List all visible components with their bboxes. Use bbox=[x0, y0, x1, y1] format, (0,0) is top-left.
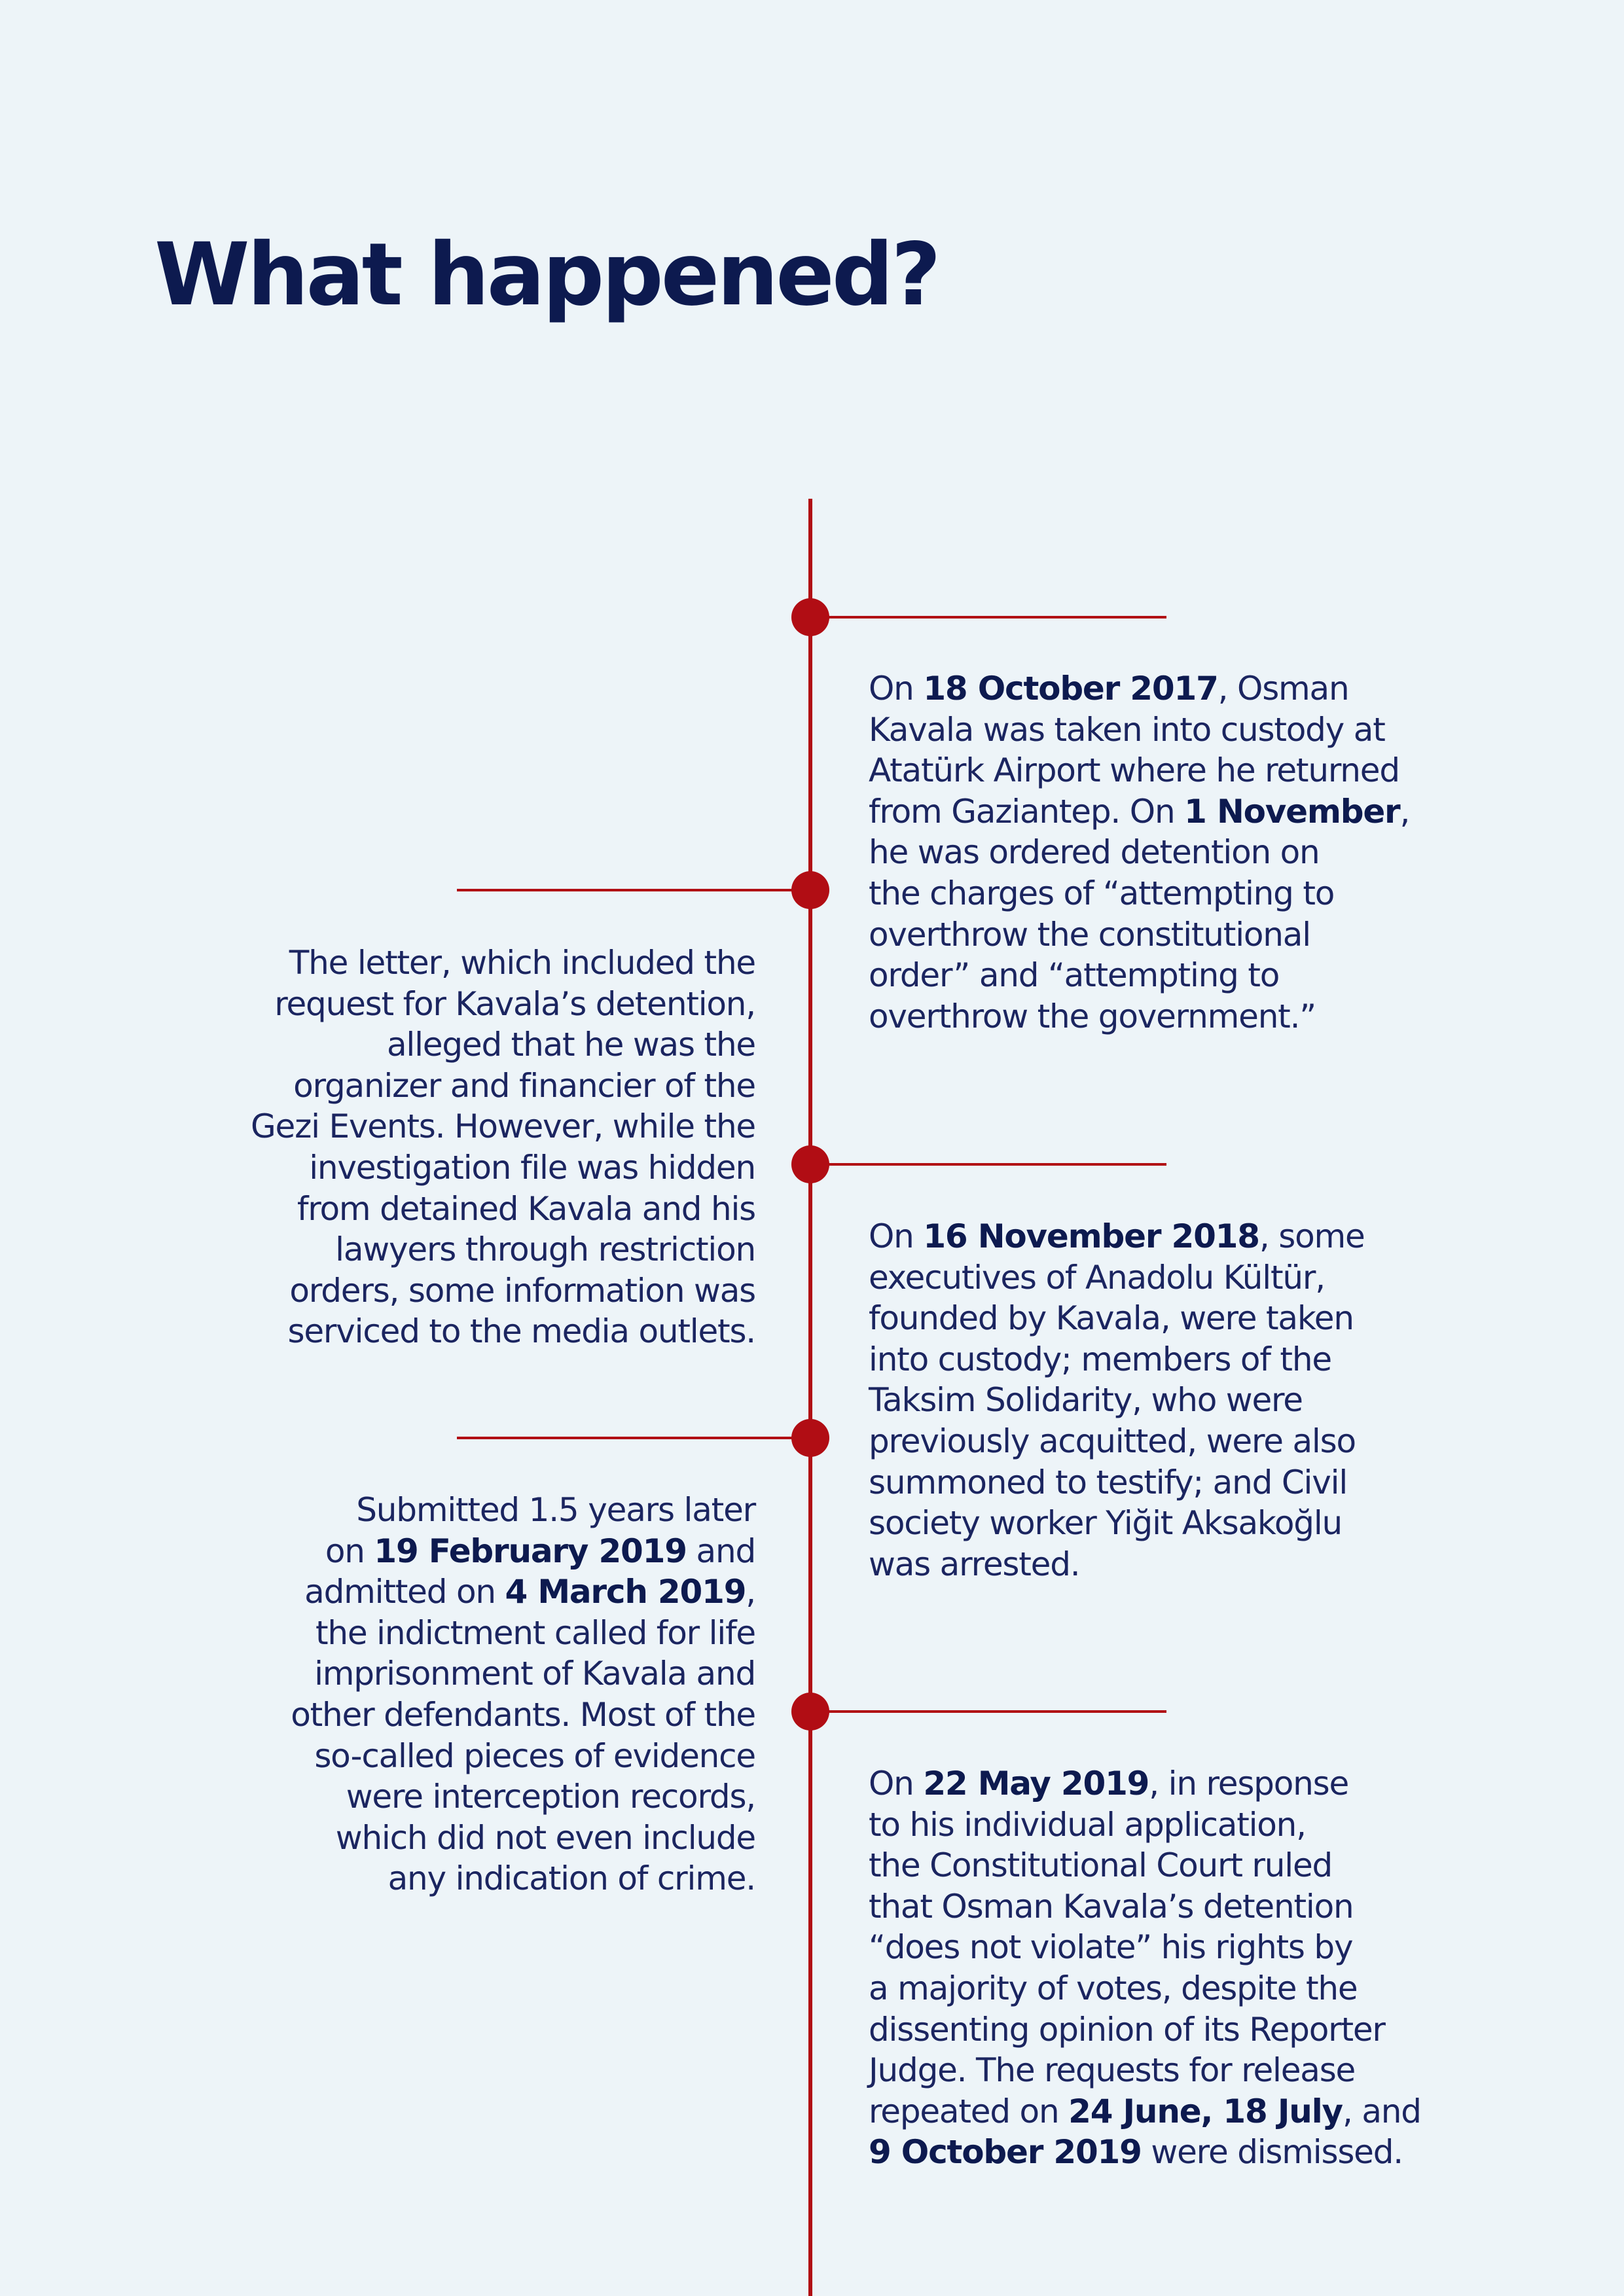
timeline-connector-3 bbox=[810, 1163, 1166, 1166]
text-run: , Osman bbox=[1218, 670, 1349, 708]
text-run: investigation file was hidden bbox=[309, 1148, 755, 1187]
text-run: a majority of votes, despite the bbox=[869, 1969, 1358, 2007]
entry-line bbox=[869, 791, 1409, 833]
date-highlight: 22 May 2019 bbox=[923, 1765, 1149, 1803]
text-run: , some bbox=[1259, 1217, 1365, 1255]
text-run: the Constitutional Court ruled bbox=[869, 1846, 1333, 1885]
entry-line bbox=[869, 750, 1409, 791]
entry-line bbox=[869, 914, 1409, 956]
text-run: which did not even include bbox=[335, 1818, 755, 1857]
text-run: and bbox=[686, 1532, 755, 1570]
text-run: any indication of crime. bbox=[388, 1859, 755, 1898]
timeline-connector-4 bbox=[457, 1437, 810, 1439]
entry-line bbox=[869, 2050, 1421, 2091]
text-run: that Osman Kavala’s detention bbox=[869, 1887, 1354, 1926]
date-highlight: 19 February 2019 bbox=[374, 1532, 687, 1570]
date-highlight: 24 June, 18 July bbox=[1068, 2092, 1343, 2130]
date-highlight: 4 March 2019 bbox=[505, 1573, 746, 1611]
entry-line bbox=[869, 873, 1409, 914]
entry-line bbox=[869, 1544, 1365, 1585]
entry-line bbox=[291, 1776, 755, 1818]
page-title: What happened? bbox=[154, 224, 939, 325]
date-highlight: 16 November 2018 bbox=[923, 1217, 1259, 1255]
text-run: , and bbox=[1342, 2092, 1421, 2130]
entry-line bbox=[869, 1421, 1365, 1462]
entry-line bbox=[869, 1257, 1365, 1299]
entry-line bbox=[291, 1571, 755, 1613]
entry-line bbox=[869, 1886, 1421, 1928]
text-run: Taksim Solidarity, who were bbox=[869, 1381, 1303, 1420]
entry-line bbox=[251, 1229, 755, 1270]
entry-line bbox=[869, 1462, 1365, 1503]
text-run: overthrow the government.” bbox=[869, 997, 1316, 1035]
entry-line bbox=[869, 709, 1409, 751]
text-run: lawyers through restriction bbox=[335, 1230, 755, 1269]
date-highlight: 1 November bbox=[1184, 792, 1400, 831]
entry-line bbox=[869, 1804, 1421, 1846]
entry-line bbox=[869, 1927, 1421, 1968]
text-run: order” and “attempting to bbox=[869, 956, 1280, 995]
entry-line bbox=[291, 1490, 755, 1531]
timeline-entry-constitutional-court bbox=[869, 1763, 1421, 2173]
text-run: serviced to the media outlets. bbox=[287, 1312, 755, 1351]
entry-line bbox=[291, 1858, 755, 1899]
date-highlight: 18 October 2017 bbox=[923, 670, 1218, 708]
entry-line bbox=[291, 1818, 755, 1859]
entry-line bbox=[291, 1695, 755, 1736]
timeline-connector-5 bbox=[810, 1710, 1166, 1713]
entry-line bbox=[251, 1270, 755, 1312]
text-run: orders, some information was bbox=[289, 1271, 755, 1310]
timeline-entry-detention-letter bbox=[251, 942, 755, 1352]
entry-line bbox=[251, 1189, 755, 1230]
text-run: the charges of “attempting to bbox=[869, 874, 1335, 912]
text-run: to his individual application, bbox=[869, 1805, 1306, 1844]
text-run: he was ordered detention on bbox=[869, 833, 1320, 872]
text-run: Atatürk Airport where he returned bbox=[869, 751, 1399, 790]
text-run: executives of Anadolu Kültür, bbox=[869, 1258, 1325, 1297]
text-run: On bbox=[869, 1765, 924, 1803]
entry-line bbox=[251, 1311, 755, 1352]
text-run: request for Kavala’s detention, bbox=[274, 984, 755, 1023]
entry-line bbox=[251, 1024, 755, 1066]
entry-line bbox=[869, 1380, 1365, 1421]
entry-line bbox=[869, 1968, 1421, 2009]
entry-line bbox=[869, 1845, 1421, 1886]
entry-line bbox=[869, 668, 1409, 709]
entry-line bbox=[869, 1216, 1365, 1257]
entry-line bbox=[251, 1106, 755, 1147]
entry-line bbox=[869, 1298, 1365, 1339]
text-run: was arrested. bbox=[869, 1545, 1080, 1583]
entry-line bbox=[869, 955, 1409, 996]
text-run: were interception records, bbox=[346, 1778, 755, 1816]
entry-line bbox=[291, 1653, 755, 1695]
entry-line bbox=[869, 2091, 1421, 2132]
entry-line bbox=[291, 1531, 755, 1572]
text-run: On bbox=[869, 1217, 924, 1255]
entry-line bbox=[291, 1736, 755, 1777]
text-run: were dismissed. bbox=[1141, 2133, 1403, 2172]
text-run: other defendants. Most of the bbox=[291, 1695, 755, 1734]
text-run: , bbox=[746, 1573, 755, 1611]
entry-line bbox=[251, 1147, 755, 1189]
text-run: overthrow the constitutional bbox=[869, 915, 1310, 954]
entry-line bbox=[869, 996, 1409, 1037]
text-run: admitted on bbox=[304, 1573, 505, 1611]
entry-line bbox=[869, 832, 1409, 873]
text-run: founded by Kavala, were taken bbox=[869, 1299, 1354, 1338]
text-run: repeated on bbox=[869, 2092, 1069, 2130]
text-run: so-called pieces of evidence bbox=[314, 1736, 755, 1775]
date-highlight: 9 October 2019 bbox=[869, 2133, 1142, 2172]
timeline-entry-indictment bbox=[291, 1490, 755, 1899]
entry-line bbox=[869, 1763, 1421, 1804]
timeline-entry-2017-custody bbox=[869, 668, 1409, 1037]
text-run: organizer and financier of the bbox=[293, 1066, 755, 1105]
entry-line bbox=[291, 1613, 755, 1654]
text-run: “does not violate” his rights by bbox=[869, 1928, 1353, 1967]
text-run: Kavala was taken into custody at bbox=[869, 710, 1385, 749]
text-run: The letter, which included the bbox=[289, 944, 755, 982]
text-run: Submitted 1.5 years later bbox=[356, 1491, 755, 1529]
text-run: society worker Yiğit Aksakoğlu bbox=[869, 1504, 1343, 1543]
text-run: , in response bbox=[1149, 1765, 1349, 1803]
text-run: previously acquitted, were also bbox=[869, 1422, 1356, 1460]
text-run: from Gaziantep. On bbox=[869, 792, 1185, 831]
entry-line bbox=[869, 1339, 1365, 1380]
entry-line bbox=[251, 1066, 755, 1107]
text-run: the indictment called for life bbox=[315, 1613, 755, 1652]
text-run: Gezi Events. However, while the bbox=[250, 1107, 755, 1146]
text-run: on bbox=[325, 1532, 374, 1570]
entry-line bbox=[251, 984, 755, 1025]
entry-line bbox=[869, 1503, 1365, 1544]
timeline-connector-1 bbox=[810, 616, 1166, 619]
timeline-connector-2 bbox=[457, 889, 810, 891]
text-run: , bbox=[1399, 792, 1410, 831]
text-run: On bbox=[869, 670, 924, 708]
timeline-entry-2018-custody bbox=[869, 1216, 1365, 1585]
timeline-line bbox=[808, 499, 812, 2296]
text-run: imprisonment of Kavala and bbox=[314, 1655, 755, 1693]
text-run: summoned to testify; and Civil bbox=[869, 1463, 1348, 1501]
text-run: Judge. The requests for release bbox=[869, 2051, 1356, 2090]
text-run: alleged that he was the bbox=[386, 1026, 755, 1064]
text-run: from detained Kavala and his bbox=[297, 1189, 755, 1228]
entry-line bbox=[869, 2009, 1421, 2051]
text-run: into custody; members of the bbox=[869, 1340, 1331, 1378]
entry-line bbox=[251, 942, 755, 984]
text-run: dissenting opinion of its Reporter bbox=[869, 2010, 1385, 2049]
entry-line bbox=[869, 2132, 1421, 2173]
